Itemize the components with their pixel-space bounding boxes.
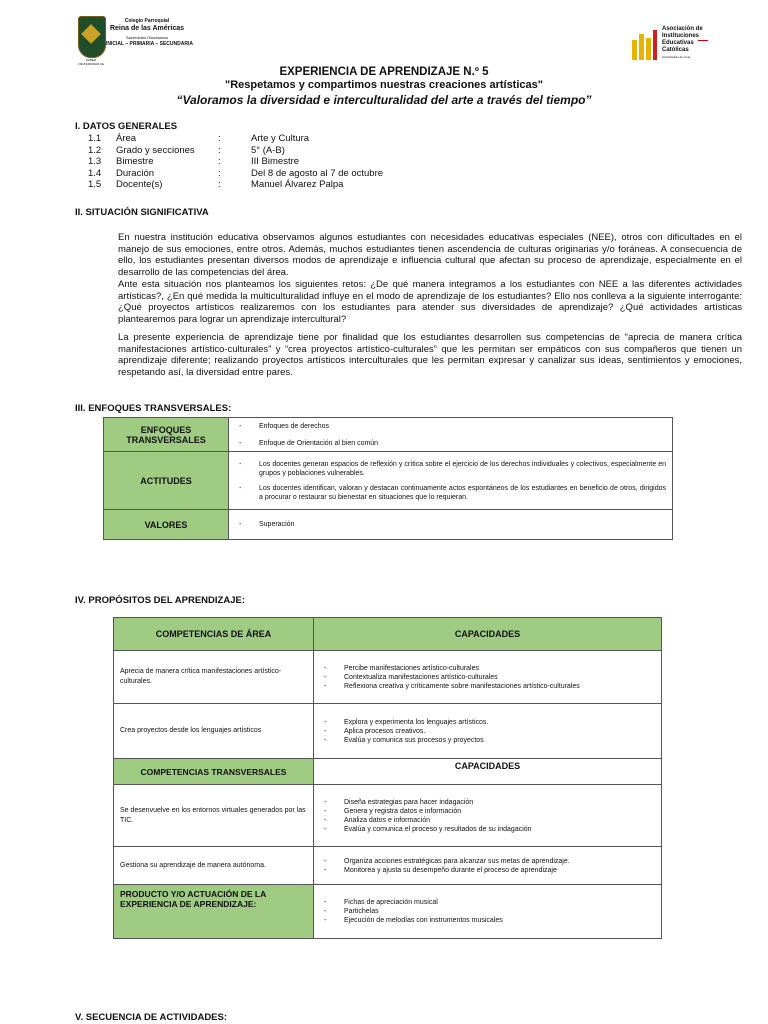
list-item: - Evalúa y comunica sus procesos y proyectos bbox=[324, 737, 655, 744]
list-item: - Evalúa y comunica el proceso y resultados de su indagación bbox=[324, 826, 655, 833]
datos-generales-num: 1.2 bbox=[88, 144, 102, 156]
table-row bbox=[114, 885, 662, 939]
section-3-title: III. ENFOQUES TRANSVERSALES: bbox=[75, 403, 232, 414]
table-row bbox=[114, 651, 662, 704]
list-item: - Partichelas bbox=[324, 908, 655, 915]
list-item: - Genera y registra datos e información bbox=[324, 808, 655, 815]
document-subtitle: "Respetamos y compartimos nuestras creaciones artísticas" bbox=[225, 79, 543, 91]
datos-generales-colon: : bbox=[218, 133, 221, 144]
datos-generales-value: III Bimestre bbox=[251, 156, 300, 168]
list-item: - Explora y experimenta los lenguajes artísticos. bbox=[324, 719, 655, 726]
list-item: - Organiza acciones estratégicas para alcanzar sus metas de aprendizaje. bbox=[324, 858, 655, 865]
datos-generales-value: Manuel Álvarez Palpa bbox=[251, 179, 344, 191]
actitudes-label: ACTITUDES bbox=[104, 452, 229, 510]
list-item: - Monitorea y ajusta su desempeño durante el proceso de aprendizaje bbox=[324, 867, 655, 874]
section-5-title: V. SECUENCIA DE ACTIVIDADES: bbox=[75, 1012, 228, 1023]
datos-generales-num: 1.1 bbox=[88, 133, 102, 144]
list-item: - Enfoques de derechos bbox=[239, 422, 666, 431]
competency-cell: Se desenvuelve en los entornos virtuales generados por las TIC. bbox=[114, 785, 314, 847]
datos-generales-num: 1.5 bbox=[88, 179, 102, 191]
list-item: - Ejecución de melodías con instrumentos musicales bbox=[324, 917, 655, 924]
datos-generales-colon: : bbox=[218, 144, 221, 156]
datos-generales-value: Del 8 de agosto al 7 de octubre bbox=[251, 167, 384, 179]
document-motto: “Valoramos la diversidad e interculturalidad del arte a través del tiempo” bbox=[176, 93, 592, 107]
actitudes-items bbox=[229, 452, 673, 510]
table-row bbox=[114, 618, 662, 651]
datos-generales-label: Docente(s) bbox=[116, 179, 163, 191]
association-logo bbox=[632, 26, 712, 66]
list-item: - Los docentes identifican, valoran y destacan continuamente actos espontáneos de los estudiantes en beneficio de otros, dirigidos a procurar o restaurar su bienestar en situaciones que lo requieran. bbox=[239, 484, 666, 502]
datos-generales-label: Bimestre bbox=[116, 156, 154, 168]
table-row bbox=[114, 785, 662, 847]
school-logo-line2: Reina de las Américas bbox=[109, 25, 185, 32]
capacities-cell bbox=[314, 785, 662, 847]
list-item: - Analiza datos e información bbox=[324, 817, 655, 824]
valores-items bbox=[229, 510, 673, 540]
header-competencias-area: COMPETENCIAS DE ÁREA bbox=[114, 618, 314, 651]
datos-generales-value: 5° (A-B) bbox=[251, 144, 285, 156]
list-item: - Percibe manifestaciones artístico-culturales bbox=[324, 665, 655, 672]
datos-generales-colon: : bbox=[218, 179, 221, 191]
situation-paragraph-1: En nuestra institución educativa observamos algunos estudiantes con necesidades educativas especiales (NEE), otros con dificultades en el manejo de sus emociones, entre otros. Además, muchos estudiantes tienen ascendencia de culturas originarias y/o foráneas. A consecuencia de ello, los estudiantes presentan diversos modos de aprendizaje e influencia cultural que afectan su proceso de aprendizaje, especialmente en el desarrollo de las competencias del área. bbox=[118, 232, 742, 279]
capacities-cell bbox=[314, 847, 662, 885]
datos-generales-label: Área bbox=[116, 133, 137, 144]
school-logo-line1: Colegio Parroquial bbox=[124, 18, 170, 24]
list-item: - Los docentes generan espacios de reflexión y crítica sobre el ejercicio de los derechos individuales y colectivos, especialmente en grupos y poblaciones vulnerables. bbox=[239, 460, 666, 478]
capacities-cell bbox=[314, 651, 662, 704]
table-row bbox=[104, 418, 673, 452]
school-logo-motto: SABER FRATERNIDAD FE bbox=[78, 58, 104, 66]
capacities-cell bbox=[314, 704, 662, 759]
school-logo-line3: Sacerdotes Diocesanos bbox=[125, 35, 169, 40]
header-capacidades-2: CAPACIDADES bbox=[314, 759, 662, 785]
list-item: - Enfoque de Orientación al bien común bbox=[239, 439, 666, 448]
datos-generales-colon: : bbox=[218, 167, 221, 179]
competency-cell: Crea proyectos desde los lenguajes artísticos bbox=[114, 704, 314, 759]
list-item: - Diseña estrategias para hacer indagación bbox=[324, 799, 655, 806]
situation-paragraph-3: La presente experiencia de aprendizaje tiene por finalidad que los estudiantes desarrollen sus competencias de “aprecia de manera crítica manifestaciones artístico-culturales” y “crea proyectos artístico-culturales” que les permitan ser empáticos con sus compañeros que tienen un aprendizaje diferente; realizando proyectos artísticos interculturales que les permitan expresar y canalizar sus ideas, sentimientos y emociones, respetando así, la diversidad entre pares. bbox=[118, 332, 742, 379]
datos-generales-num: 1.4 bbox=[88, 167, 102, 179]
competency-cell: Gestiona su aprendizaje de manera autónoma. bbox=[114, 847, 314, 885]
datos-generales-colon: : bbox=[218, 156, 221, 168]
list-item: - Reflexiona creativa y críticamente sobre manifestaciones artístico-culturales bbox=[324, 683, 655, 690]
header-competencias-transversales: COMPETENCIAS TRANSVERSALES bbox=[114, 759, 314, 785]
valores-label: VALORES bbox=[104, 510, 229, 540]
table-row bbox=[114, 759, 662, 785]
list-item: - Fichas de apreciación musical bbox=[324, 899, 655, 906]
product-label: PRODUCTO Y/O ACTUACIÓN DE LA EXPERIENCIA DE APRENDIZAJE: bbox=[114, 885, 314, 939]
list-item: - Superación bbox=[239, 520, 666, 529]
document-title: EXPERIENCIA DE APRENDIZAJE N.º 5 bbox=[279, 66, 489, 78]
enfoques-items bbox=[229, 418, 673, 452]
product-items bbox=[314, 885, 662, 939]
situation-paragraph-2: Ante esta situación nos planteamos los siguientes retos: ¿De qué manera integramos a los estudiantes con NEE a las diferentes actividades artísticas?, ¿En qué medida la multiculturalidad influye en el modo de aprendizaje de los estudiantes? Ello nos conlleva a la siguiente interrogante: ¿Qué proyectos artísticos realizaremos con los estudiantes para atender sus diversidades de aprendizaje? ¿Qué actividades artísticas plantearemos para lograr un aprendizaje intercultural? bbox=[118, 279, 742, 326]
association-emblem-icon bbox=[632, 30, 658, 60]
section-2-title: II. SITUACIÓN SIGNIFICATIVA bbox=[75, 207, 209, 218]
association-logo-text: Asociación de Instituciones Educativas Católicas Arzobispado de Lima bbox=[662, 26, 703, 59]
section-1-title: I. DATOS GENERALES bbox=[75, 121, 178, 132]
section-4-title: IV. PROPÓSITOS DEL APRENDIZAJE: bbox=[75, 595, 245, 606]
competency-cell: Aprecia de manera crítica manifestaciones artístico-culturales. bbox=[114, 651, 314, 704]
enfoques-label: ENFOQUES TRANSVERSALES bbox=[104, 418, 229, 452]
table-row bbox=[104, 510, 673, 540]
table-row bbox=[104, 452, 673, 510]
school-logo-line4: INICIAL – PRIMARIA – SECUNDARIA bbox=[106, 41, 193, 47]
datos-generales-label: Duración bbox=[116, 167, 155, 179]
school-shield-icon bbox=[78, 16, 106, 58]
header-capacidades: CAPACIDADES bbox=[314, 618, 662, 651]
table-row bbox=[114, 847, 662, 885]
list-item: - Contextualiza manifestaciones artístico-culturales bbox=[324, 674, 655, 681]
table-row bbox=[114, 704, 662, 759]
datos-generales-num: 1.3 bbox=[88, 156, 102, 168]
propositos-table bbox=[113, 617, 662, 939]
list-item: - Aplica procesos creativos. bbox=[324, 728, 655, 735]
enfoques-table bbox=[103, 417, 673, 540]
datos-generales-label: Grado y secciones bbox=[116, 144, 195, 156]
datos-generales-value: Arte y Cultura bbox=[251, 133, 310, 144]
